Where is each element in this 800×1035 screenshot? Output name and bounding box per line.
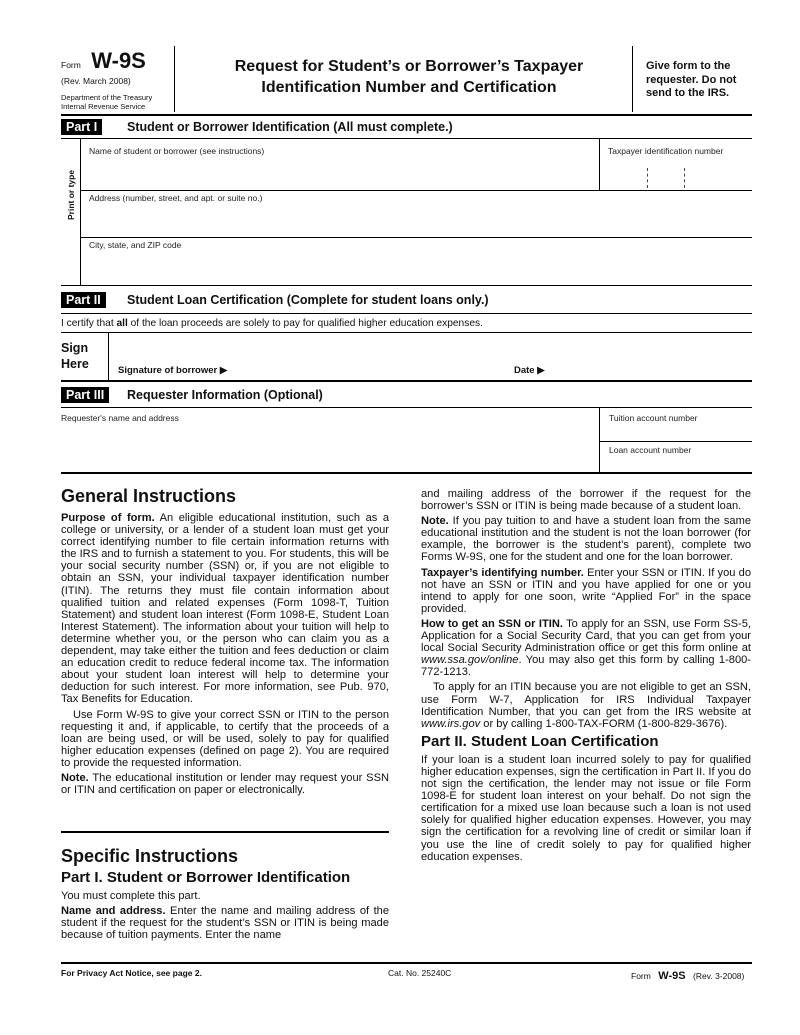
certify-post: of the loan proceeds are solely to pay for qualified higher education expenses. bbox=[127, 318, 483, 329]
title-line-2: Identification Number and Certification bbox=[261, 79, 557, 96]
title-line-1: Request for Student’s or Borrower’s Taxpayer bbox=[234, 58, 584, 75]
name-address-heading: Name and address. bbox=[61, 905, 166, 918]
left-note-heading: Note. bbox=[61, 771, 89, 784]
name-input[interactable] bbox=[84, 158, 594, 188]
ssa-link[interactable]: www.ssa.gov/online bbox=[421, 654, 519, 667]
part3-top-rule bbox=[61, 407, 752, 408]
itin-paragraph bbox=[421, 681, 751, 729]
catalog-number: Cat. No. 25240C bbox=[388, 968, 452, 978]
part3-badge: Part III bbox=[61, 387, 109, 403]
form-word: Form bbox=[61, 60, 81, 70]
tin-separator-2 bbox=[684, 168, 685, 188]
loan-label: Loan account number bbox=[609, 445, 692, 455]
header-divider-left bbox=[174, 46, 175, 112]
form-title bbox=[176, 56, 642, 98]
general-instructions-heading: General Instructions bbox=[61, 486, 237, 506]
part3-bottom-rule bbox=[61, 472, 752, 474]
name-address-text: Enter the name and mailing address of the student if the request for the student’s SSN or ITIN is being made because of tuition payments. Enter the name bbox=[61, 905, 389, 942]
name-address-paragraph bbox=[61, 905, 389, 941]
part2-instructions-paragraph: If your loan is a student loan incurred solely to pay for qualified higher education expenses, sign the certification in Part II. If you do not sign the certification, the lender may not issue or file Form 1098-E for student loan interest on your behalf. Do not sign the certification for a mixed use loan because such a loan is not used solely for qualified higher education expenses. However, you may sign the certification for a revolving line of credit or similar loan if you use the line of credit solely to pay for qualified higher education expenses. bbox=[421, 753, 751, 863]
tuition-account-input[interactable] bbox=[602, 425, 750, 439]
signature-label: Signature of borrower ▶ bbox=[118, 365, 228, 376]
form-revision: (Rev. March 2008) bbox=[61, 76, 131, 86]
how-to-get-heading: How to get an SSN or ITIN. bbox=[421, 617, 563, 630]
purpose-heading: Purpose of form. bbox=[61, 512, 155, 524]
part1-bottom-rule bbox=[61, 285, 752, 286]
print-or-type-label: Print or type bbox=[66, 169, 76, 220]
privacy-notice: For Privacy Act Notice, see page 2. bbox=[61, 968, 202, 978]
tin-paragraph bbox=[421, 567, 751, 615]
use-form-paragraph: Use Form W-9S to give your correct SSN or ITIN to the person requesting it and, if applicable, to certify that the proceeds of a loan are being used, or will be used, solely to pay for qualified higher education expenses (defined on page 2). You are required to provide the requested information. bbox=[61, 708, 389, 769]
department: Department of the Treasury bbox=[61, 93, 153, 102]
part2-instructions-heading: Part II. Student Loan Certification bbox=[421, 732, 659, 750]
itin-text-1: To apply for an ITIN because you are not eligible to get an SSN, use Form W-7, Application for IRS Individual Taxpayer Identification Number, that you can get from the IRS website at bbox=[421, 681, 751, 718]
irs-link[interactable]: www.irs.gov bbox=[421, 717, 481, 730]
left-column-general bbox=[61, 512, 389, 799]
left-note-text: The educational institution or lender may request your SSN or ITIN and certification on paper or electronically. bbox=[61, 771, 389, 797]
tin-divider bbox=[599, 138, 600, 190]
part3-title: Requester Information (Optional) bbox=[127, 388, 323, 402]
part1-badge: Part I bbox=[61, 119, 102, 135]
form-number: W-9S bbox=[91, 48, 146, 73]
part1-top-rule bbox=[61, 138, 752, 139]
footer-form-id bbox=[631, 966, 744, 984]
continued-paragraph: and mailing address of the borrower if the request for the borrower’s SSN or ITIN is being made because of a student loan. bbox=[421, 488, 751, 513]
header-divider-right bbox=[632, 46, 633, 112]
sign-here-label bbox=[61, 340, 89, 372]
certify-all: all bbox=[116, 318, 128, 329]
footer-revision: (Rev. 3-2008) bbox=[693, 971, 745, 981]
tin-label: Taxpayer identification number bbox=[608, 146, 724, 156]
signature-field[interactable] bbox=[240, 338, 505, 376]
tuition-label: Tuition account number bbox=[609, 413, 698, 423]
left-note-paragraph bbox=[61, 772, 389, 796]
purpose-paragraph bbox=[61, 512, 389, 706]
tuition-rule bbox=[599, 441, 752, 442]
part2-bottom-rule bbox=[61, 380, 752, 382]
address-label: Address (number, street, and apt. or suite no.) bbox=[89, 193, 263, 203]
how-to-get-text-1: To apply for an SSN, use Form SS-5, Application for a Social Security Card, that you can get from your local Social Security Administration office or get this form online at bbox=[421, 617, 751, 655]
footer-form-number: W-9S bbox=[658, 970, 686, 982]
header-bottom-rule bbox=[61, 114, 752, 116]
part1-title: Student or Borrower Identification (All must complete.) bbox=[127, 120, 453, 134]
certify-pre: I certify that bbox=[61, 318, 117, 329]
tin-input[interactable] bbox=[602, 160, 750, 188]
city-input[interactable] bbox=[84, 252, 748, 282]
requester-label: Requester's name and address bbox=[61, 413, 179, 423]
tin-separator-1 bbox=[647, 168, 648, 188]
date-label: Date ▶ bbox=[514, 365, 545, 376]
loan-account-input[interactable] bbox=[602, 457, 750, 471]
must-complete-paragraph: You must complete this part. bbox=[61, 890, 201, 903]
form-id-block bbox=[61, 48, 173, 111]
right-note-paragraph bbox=[421, 515, 751, 563]
city-label: City, state, and ZIP code bbox=[89, 240, 182, 250]
right-note-heading: Note. bbox=[421, 515, 449, 528]
tin-heading: Taxpayer’s identifying number. bbox=[421, 566, 584, 579]
specific-instructions-heading: Specific Instructions bbox=[61, 846, 239, 866]
how-to-get-text-2: . You may also get this form by calling 1-800-772-1213. bbox=[421, 654, 751, 679]
left-column-specific bbox=[61, 866, 389, 944]
account-divider bbox=[599, 407, 600, 473]
how-to-get-paragraph bbox=[421, 618, 751, 678]
tin-text: Enter your SSN or ITIN. If you do not have an SSN or ITIN and you have applied for one or you intend to apply for one soon, write “Applied For” in the space provided. bbox=[421, 566, 752, 615]
itin-text-2: or by calling 1-800-TAX-FORM (1-800-829-3676). bbox=[480, 717, 728, 730]
sign-here-divider bbox=[108, 332, 109, 380]
requester-input[interactable] bbox=[61, 425, 595, 469]
name-label: Name of student or borrower (see instructions) bbox=[89, 146, 265, 156]
give-form-note: Give form to the requester. Do not send to the IRS. bbox=[646, 60, 737, 99]
address-input[interactable] bbox=[84, 205, 748, 235]
part2-title: Student Loan Certification (Complete for student loans only.) bbox=[127, 293, 489, 307]
part1-instructions-heading: Part I. Student or Borrower Identification bbox=[61, 869, 351, 886]
certify-rule bbox=[61, 332, 752, 333]
right-note-text: If you pay tuition to and have a student loan from the same educational institution and the student is not the loan borrower (for example, the borrower is the student’s parent), complete two Forms W-9S, one for the student and one for the loan borrower. bbox=[421, 515, 751, 564]
right-column bbox=[421, 488, 751, 866]
here-word: Here bbox=[61, 357, 89, 371]
print-type-divider bbox=[80, 138, 81, 285]
sign-word: Sign bbox=[61, 341, 89, 355]
footer-rule bbox=[61, 962, 752, 964]
specific-instructions-rule bbox=[61, 831, 389, 833]
footer-form-word: Form bbox=[631, 971, 651, 981]
irs: Internal Revenue Service bbox=[61, 102, 146, 111]
purpose-text: An eligible educational institution, such as a college or university, or a lender of a student loan must get your correct identifying number to file certain information returns with the IRS and to furnish a statement to you. For students, this will be your social security number (SSN) or, if you are not eligible to obtain an SSN, your individual taxpayer identification number (ITIN). The returns they must file contain information about qualified tuition and related expenses (Form 1098-T, Tuition Statement) and student loan interest (Form 1098-E, Student Loan Interest Statement). The information about your tuition will help to determine whether you, or the person who can claim you as a dependent, may take either the tuition and fees deduction or claim an education credit to reduce federal income tax. The information about your student loan interest will help to determine your deduction for such interest. For more information, see Pub. 970, Tax Benefits for Education. bbox=[61, 512, 389, 706]
part2-top-rule bbox=[61, 313, 752, 314]
date-field[interactable] bbox=[562, 338, 748, 376]
form-number-line bbox=[61, 48, 173, 74]
certification-statement bbox=[61, 318, 483, 329]
part2-badge: Part II bbox=[61, 292, 106, 308]
name-row-rule bbox=[80, 190, 752, 191]
address-row-rule bbox=[80, 237, 752, 238]
